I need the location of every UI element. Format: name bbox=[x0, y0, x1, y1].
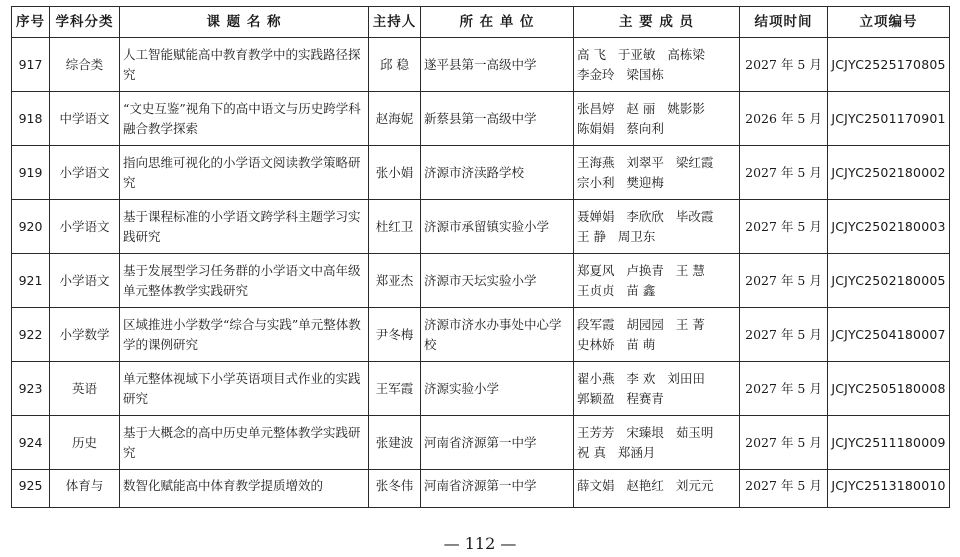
page-number: — 112 — bbox=[443, 534, 517, 553]
row-code: JCJYC2504180007 bbox=[828, 308, 950, 362]
row-unit: 济源实验小学 bbox=[421, 362, 574, 416]
table-row bbox=[12, 308, 950, 362]
row-no: 925 bbox=[12, 470, 50, 508]
row-end-time: 2027 年 5 月 bbox=[740, 38, 828, 92]
row-unit: 济源市济渎路学校 bbox=[421, 146, 574, 200]
row-no: 921 bbox=[12, 254, 50, 308]
header-no: 序号 bbox=[12, 7, 50, 38]
header-unit: 所 在 单 位 bbox=[421, 7, 574, 38]
row-end-time: 2027 年 5 月 bbox=[740, 362, 828, 416]
header-host: 主持人 bbox=[369, 7, 421, 38]
row-topic: 人工智能赋能高中教育教学中的实践路径探究 bbox=[120, 38, 369, 92]
row-category: 小学数学 bbox=[50, 308, 120, 362]
row-no: 922 bbox=[12, 308, 50, 362]
row-end-time: 2027 年 5 月 bbox=[740, 470, 828, 508]
table-row bbox=[12, 362, 950, 416]
table-row bbox=[12, 38, 950, 92]
row-category: 体育与 bbox=[50, 470, 120, 508]
row-topic: 基于大概念的高中历史单元整体教学实践研究 bbox=[120, 416, 369, 470]
row-topic: 区域推进小学数学“综合与实践”单元整体教学的课例研究 bbox=[120, 308, 369, 362]
row-unit: 新蔡县第一高级中学 bbox=[421, 92, 574, 146]
header-end-time: 结项时间 bbox=[740, 7, 828, 38]
table-row bbox=[12, 146, 950, 200]
table-row bbox=[12, 254, 950, 308]
header-category: 学科分类 bbox=[50, 7, 120, 38]
row-end-time: 2027 年 5 月 bbox=[740, 308, 828, 362]
table-row bbox=[12, 416, 950, 470]
row-unit: 河南省济源第一中学 bbox=[421, 470, 574, 508]
row-unit: 济源市承留镇实验小学 bbox=[421, 200, 574, 254]
row-end-time: 2027 年 5 月 bbox=[740, 416, 828, 470]
row-code: JCJYC2502180002 bbox=[828, 146, 950, 200]
row-members: 张昌婷 赵 丽 姚影影 陈娟娟 蔡向利 bbox=[574, 92, 740, 146]
row-code: JCJYC2502180003 bbox=[828, 200, 950, 254]
row-category: 综合类 bbox=[50, 38, 120, 92]
row-category: 历史 bbox=[50, 416, 120, 470]
row-topic: 基于发展型学习任务群的小学语文中高年级单元整体教学实践研究 bbox=[120, 254, 369, 308]
row-unit: 河南省济源第一中学 bbox=[421, 416, 574, 470]
row-no: 917 bbox=[12, 38, 50, 92]
table-row bbox=[12, 200, 950, 254]
row-members: 段军霞 胡园园 王 菁 史林娇 苗 萌 bbox=[574, 308, 740, 362]
row-topic: 数智化赋能高中体育教学提质增效的 bbox=[120, 470, 369, 508]
row-code: JCJYC2513180010 bbox=[828, 470, 950, 508]
row-topic: 指向思维可视化的小学语文阅读教学策略研究 bbox=[120, 146, 369, 200]
row-category: 小学语文 bbox=[50, 200, 120, 254]
row-members: 郑夏风 卢换青 王 慧 王贞贞 苗 鑫 bbox=[574, 254, 740, 308]
row-host: 尹冬梅 bbox=[369, 308, 421, 362]
row-host: 张冬伟 bbox=[369, 470, 421, 508]
header-code: 立项编号 bbox=[828, 7, 950, 38]
row-code: JCJYC2501170901 bbox=[828, 92, 950, 146]
row-host: 张建波 bbox=[369, 416, 421, 470]
row-no: 919 bbox=[12, 146, 50, 200]
row-topic: 基于课程标准的小学语文跨学科主题学习实践研究 bbox=[120, 200, 369, 254]
table-header-row bbox=[12, 7, 950, 38]
row-unit: 济源市济水办事处中心学校 bbox=[421, 308, 574, 362]
row-code: JCJYC2505180008 bbox=[828, 362, 950, 416]
project-table bbox=[11, 6, 950, 508]
row-unit: 遂平县第一高级中学 bbox=[421, 38, 574, 92]
row-end-time: 2026 年 5 月 bbox=[740, 92, 828, 146]
row-no: 924 bbox=[12, 416, 50, 470]
row-topic: “文史互鉴”视角下的高中语文与历史跨学科融合教学探索 bbox=[120, 92, 369, 146]
table-row bbox=[12, 92, 950, 146]
row-unit: 济源市天坛实验小学 bbox=[421, 254, 574, 308]
row-members: 翟小燕 李 欢 刘田田 郭颖盈 程赛青 bbox=[574, 362, 740, 416]
row-host: 张小娟 bbox=[369, 146, 421, 200]
row-category: 英语 bbox=[50, 362, 120, 416]
row-no: 918 bbox=[12, 92, 50, 146]
row-category: 小学语文 bbox=[50, 146, 120, 200]
row-host: 杜红卫 bbox=[369, 200, 421, 254]
row-members: 聂婵娟 李欣欣 毕改霞 王 静 周卫东 bbox=[574, 200, 740, 254]
row-code: JCJYC2525170805 bbox=[828, 38, 950, 92]
row-members: 薛文娟 赵艳红 刘元元 bbox=[574, 470, 740, 508]
row-members: 王芳芳 宋臻垠 茹玉明 祝 真 郑涵月 bbox=[574, 416, 740, 470]
row-no: 923 bbox=[12, 362, 50, 416]
row-category: 中学语文 bbox=[50, 92, 120, 146]
row-no: 920 bbox=[12, 200, 50, 254]
row-category: 小学语文 bbox=[50, 254, 120, 308]
header-topic: 课 题 名 称 bbox=[120, 7, 369, 38]
row-members: 高 飞 于亚敏 高栋梁 李金玲 梁国栋 bbox=[574, 38, 740, 92]
row-host: 王军霞 bbox=[369, 362, 421, 416]
table-row bbox=[12, 470, 950, 508]
row-topic: 单元整体视域下小学英语项目式作业的实践研究 bbox=[120, 362, 369, 416]
row-host: 郑亚杰 bbox=[369, 254, 421, 308]
row-code: JCJYC2511180009 bbox=[828, 416, 950, 470]
row-end-time: 2027 年 5 月 bbox=[740, 200, 828, 254]
row-host: 邱 稳 bbox=[369, 38, 421, 92]
header-members: 主 要 成 员 bbox=[574, 7, 740, 38]
row-host: 赵海妮 bbox=[369, 92, 421, 146]
row-members: 王海燕 刘翠平 梁红霞 宗小利 樊迎梅 bbox=[574, 146, 740, 200]
row-end-time: 2027 年 5 月 bbox=[740, 146, 828, 200]
row-end-time: 2027 年 5 月 bbox=[740, 254, 828, 308]
row-code: JCJYC2502180005 bbox=[828, 254, 950, 308]
